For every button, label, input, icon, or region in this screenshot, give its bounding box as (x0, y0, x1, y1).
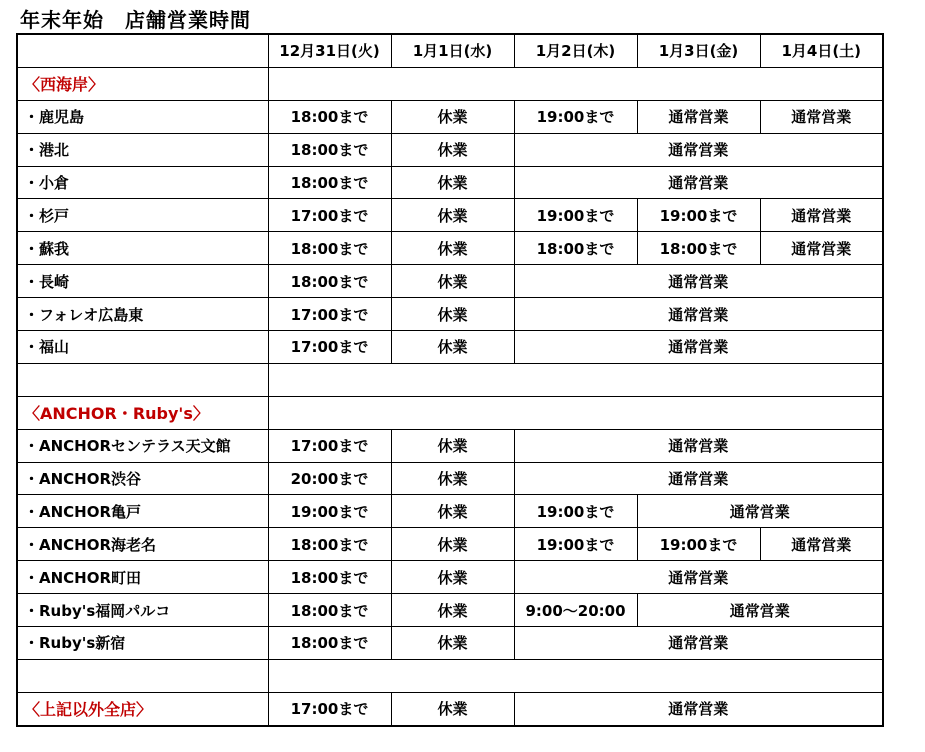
table-row (17, 561, 883, 594)
hours-cell: 18:00まで (268, 265, 391, 298)
hours-cell: 通常営業 (514, 692, 883, 725)
hours-cell: 休業 (391, 331, 514, 364)
hours-cell: 休業 (391, 133, 514, 166)
table-row (17, 232, 883, 265)
hours-cell: 休業 (391, 692, 514, 725)
hours-table (16, 33, 884, 727)
hours-cell: 通常営業 (514, 298, 883, 331)
table-row (17, 462, 883, 495)
hours-cell: 18:00まで (268, 133, 391, 166)
store-name: ・小倉 (17, 166, 268, 199)
hours-cell: 休業 (391, 462, 514, 495)
blank-cell (268, 396, 883, 429)
hours-cell: 17:00まで (268, 331, 391, 364)
table-row (17, 528, 883, 561)
store-name: ・福山 (17, 331, 268, 364)
table-row (17, 429, 883, 462)
hours-cell: 17:00まで (268, 298, 391, 331)
footer-row (17, 692, 883, 725)
store-name: ・フォレオ広島東 (17, 298, 268, 331)
hours-cell: 19:00まで (514, 528, 637, 561)
hours-cell: 通常営業 (514, 331, 883, 364)
table-row (17, 594, 883, 627)
section-row (17, 396, 883, 429)
hours-cell: 18:00まで (268, 561, 391, 594)
date-header-cell: 1月3日(金) (637, 34, 760, 67)
store-name: ・ANCHOR町田 (17, 561, 268, 594)
hours-cell: 通常営業 (514, 627, 883, 660)
blank-cell (268, 659, 883, 692)
header-corner-cell (17, 34, 268, 67)
hours-cell: 19:00まで (268, 495, 391, 528)
hours-cell: 18:00まで (637, 232, 760, 265)
store-name: ・港北 (17, 133, 268, 166)
blank-row (17, 363, 883, 396)
hours-cell: 19:00まで (514, 495, 637, 528)
store-name: ・鹿児島 (17, 100, 268, 133)
blank-cell (268, 363, 883, 396)
hours-cell: 19:00まで (514, 100, 637, 133)
date-header-cell: 12月31日(火) (268, 34, 391, 67)
table-row (17, 166, 883, 199)
table-row (17, 331, 883, 364)
hours-cell: 通常営業 (637, 594, 883, 627)
table-row (17, 100, 883, 133)
section-title: 〈上記以外全店〉 (17, 692, 268, 725)
hours-cell: 通常営業 (637, 100, 760, 133)
hours-cell: 通常営業 (514, 462, 883, 495)
table-row (17, 133, 883, 166)
hours-cell: 9:00～20:00 (514, 594, 637, 627)
hours-cell: 通常営業 (760, 199, 883, 232)
table-row (17, 265, 883, 298)
store-name: ・ANCHOR渋谷 (17, 462, 268, 495)
table-row (17, 495, 883, 528)
hours-cell: 17:00まで (268, 692, 391, 725)
hours-cell: 通常営業 (760, 232, 883, 265)
table-row (17, 627, 883, 660)
section-title: 〈ANCHOR・Ruby's〉 (17, 396, 268, 429)
hours-cell: 18:00まで (268, 627, 391, 660)
blank-cell (17, 363, 268, 396)
hours-cell: 休業 (391, 627, 514, 660)
hours-cell: 休業 (391, 495, 514, 528)
hours-cell: 通常営業 (514, 265, 883, 298)
hours-cell: 休業 (391, 199, 514, 232)
store-name: ・蘇我 (17, 232, 268, 265)
hours-cell: 休業 (391, 528, 514, 561)
hours-cell: 20:00まで (268, 462, 391, 495)
hours-cell: 18:00まで (268, 100, 391, 133)
date-header-cell: 1月1日(水) (391, 34, 514, 67)
hours-cell: 休業 (391, 594, 514, 627)
hours-cell: 通常営業 (760, 100, 883, 133)
hours-cell: 17:00まで (268, 199, 391, 232)
hours-cell: 17:00まで (268, 429, 391, 462)
store-name: ・ANCHOR海老名 (17, 528, 268, 561)
blank-cell (17, 659, 268, 692)
hours-cell: 18:00まで (268, 232, 391, 265)
hours-cell: 18:00まで (268, 594, 391, 627)
hours-cell: 休業 (391, 166, 514, 199)
hours-cell: 休業 (391, 561, 514, 594)
hours-cell: 19:00まで (514, 199, 637, 232)
hours-cell: 18:00まで (514, 232, 637, 265)
hours-cell: 休業 (391, 429, 514, 462)
hours-cell: 通常営業 (637, 495, 883, 528)
hours-cell: 18:00まで (268, 166, 391, 199)
date-header-cell: 1月4日(土) (760, 34, 883, 67)
section-title: 〈西海岸〉 (17, 67, 268, 100)
hours-cell: 通常営業 (760, 528, 883, 561)
store-name: ・ANCHORセンテラス天文館 (17, 429, 268, 462)
hours-cell: 19:00まで (637, 528, 760, 561)
store-name: ・ANCHOR亀戸 (17, 495, 268, 528)
hours-cell: 通常営業 (514, 561, 883, 594)
hours-cell: 休業 (391, 265, 514, 298)
section-row (17, 67, 883, 100)
blank-cell (268, 67, 883, 100)
table-row (17, 199, 883, 232)
store-name: ・杉戸 (17, 199, 268, 232)
hours-cell: 通常営業 (514, 429, 883, 462)
store-name: ・Ruby's新宿 (17, 627, 268, 660)
hours-cell: 通常営業 (514, 133, 883, 166)
hours-cell: 通常営業 (514, 166, 883, 199)
store-name: ・長崎 (17, 265, 268, 298)
date-header-cell: 1月2日(木) (514, 34, 637, 67)
hours-cell: 休業 (391, 100, 514, 133)
page-title: 年末年始 店舗営業時間 (20, 8, 251, 32)
hours-cell: 19:00まで (637, 199, 760, 232)
header-row (17, 34, 883, 67)
table-row (17, 298, 883, 331)
hours-cell: 18:00まで (268, 528, 391, 561)
hours-cell: 休業 (391, 232, 514, 265)
blank-row (17, 659, 883, 692)
hours-cell: 休業 (391, 298, 514, 331)
store-name: ・Ruby's福岡パルコ (17, 594, 268, 627)
